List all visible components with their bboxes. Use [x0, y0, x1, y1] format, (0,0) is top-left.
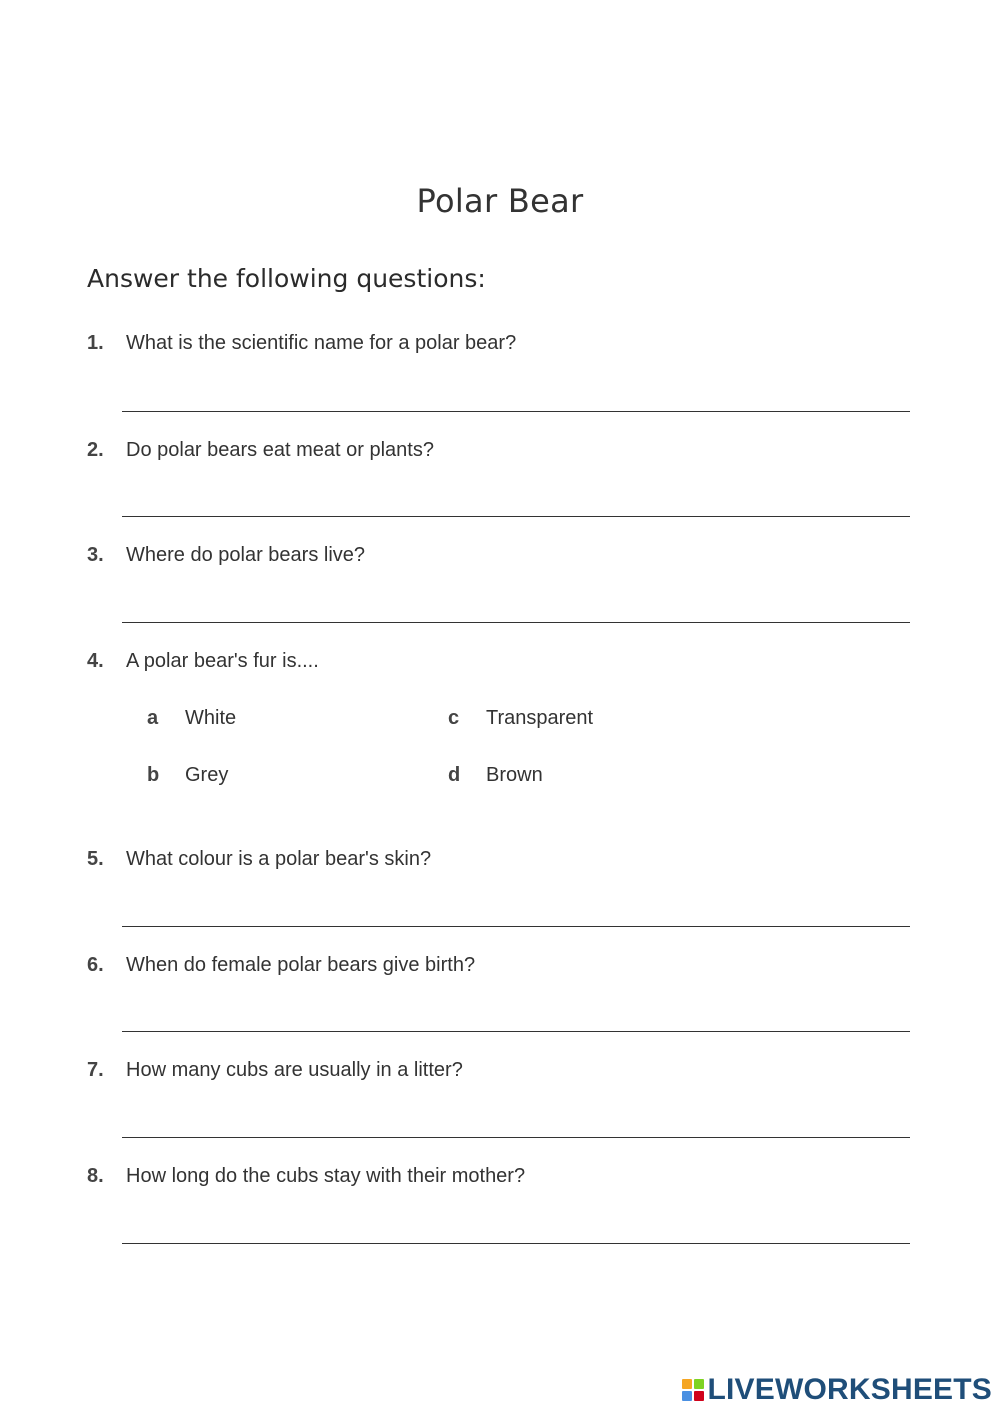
question-1 [87, 332, 516, 355]
question-number: 5. [87, 848, 104, 870]
question-4 [87, 650, 319, 673]
question-number: 2. [87, 439, 104, 461]
option-letter: b [147, 764, 160, 786]
answer-line-3[interactable] [122, 622, 910, 623]
answer-line-6[interactable] [122, 1031, 910, 1032]
option-text: White [185, 707, 237, 729]
option-d[interactable] [448, 764, 543, 787]
logo-block [694, 1391, 704, 1401]
answer-line-5[interactable] [122, 926, 910, 927]
answer-line-8[interactable] [122, 1243, 910, 1244]
logo-blocks-icon [682, 1379, 704, 1401]
option-letter: c [448, 707, 460, 729]
question-text: A polar bear's fur is.... [126, 650, 319, 672]
question-text: How many cubs are usually in a litter? [126, 1059, 463, 1081]
option-letter: a [147, 707, 159, 729]
question-7 [87, 1059, 463, 1082]
question-number: 4. [87, 650, 104, 672]
worksheet-title: Polar Bear [416, 182, 584, 220]
instruction-heading: Answer the following questions: [87, 264, 486, 293]
question-number: 7. [87, 1059, 104, 1081]
question-number: 1. [87, 332, 104, 354]
question-3 [87, 544, 365, 567]
logo-block [682, 1391, 692, 1401]
question-5 [87, 848, 431, 871]
question-text: How long do the cubs stay with their mother? [126, 1165, 526, 1187]
option-b[interactable] [147, 764, 228, 787]
answer-line-1[interactable] [122, 411, 910, 412]
liveworksheets-logo[interactable] [682, 1373, 993, 1407]
option-c[interactable] [448, 707, 593, 730]
question-number: 8. [87, 1165, 104, 1187]
logo-block [682, 1379, 692, 1389]
option-letter: d [448, 764, 461, 786]
question-number: 6. [87, 954, 104, 976]
option-a[interactable] [147, 707, 236, 730]
answer-line-2[interactable] [122, 516, 910, 517]
answer-line-7[interactable] [122, 1137, 910, 1138]
logo-block [694, 1379, 704, 1389]
question-text: When do female polar bears give birth? [126, 954, 476, 976]
option-text: Grey [185, 764, 229, 786]
logo-text: LIVEWORKSHEETS [707, 1373, 992, 1406]
question-text: What colour is a polar bear's skin? [126, 848, 432, 870]
option-text: Transparent [486, 707, 594, 729]
question-8 [87, 1165, 525, 1188]
question-text: Do polar bears eat meat or plants? [126, 439, 434, 461]
question-number: 3. [87, 544, 104, 566]
question-text: Where do polar bears live? [126, 544, 366, 566]
question-text: What is the scientific name for a polar bear? [126, 332, 517, 354]
question-6 [87, 954, 475, 977]
question-2 [87, 439, 434, 462]
option-text: Brown [486, 764, 543, 786]
